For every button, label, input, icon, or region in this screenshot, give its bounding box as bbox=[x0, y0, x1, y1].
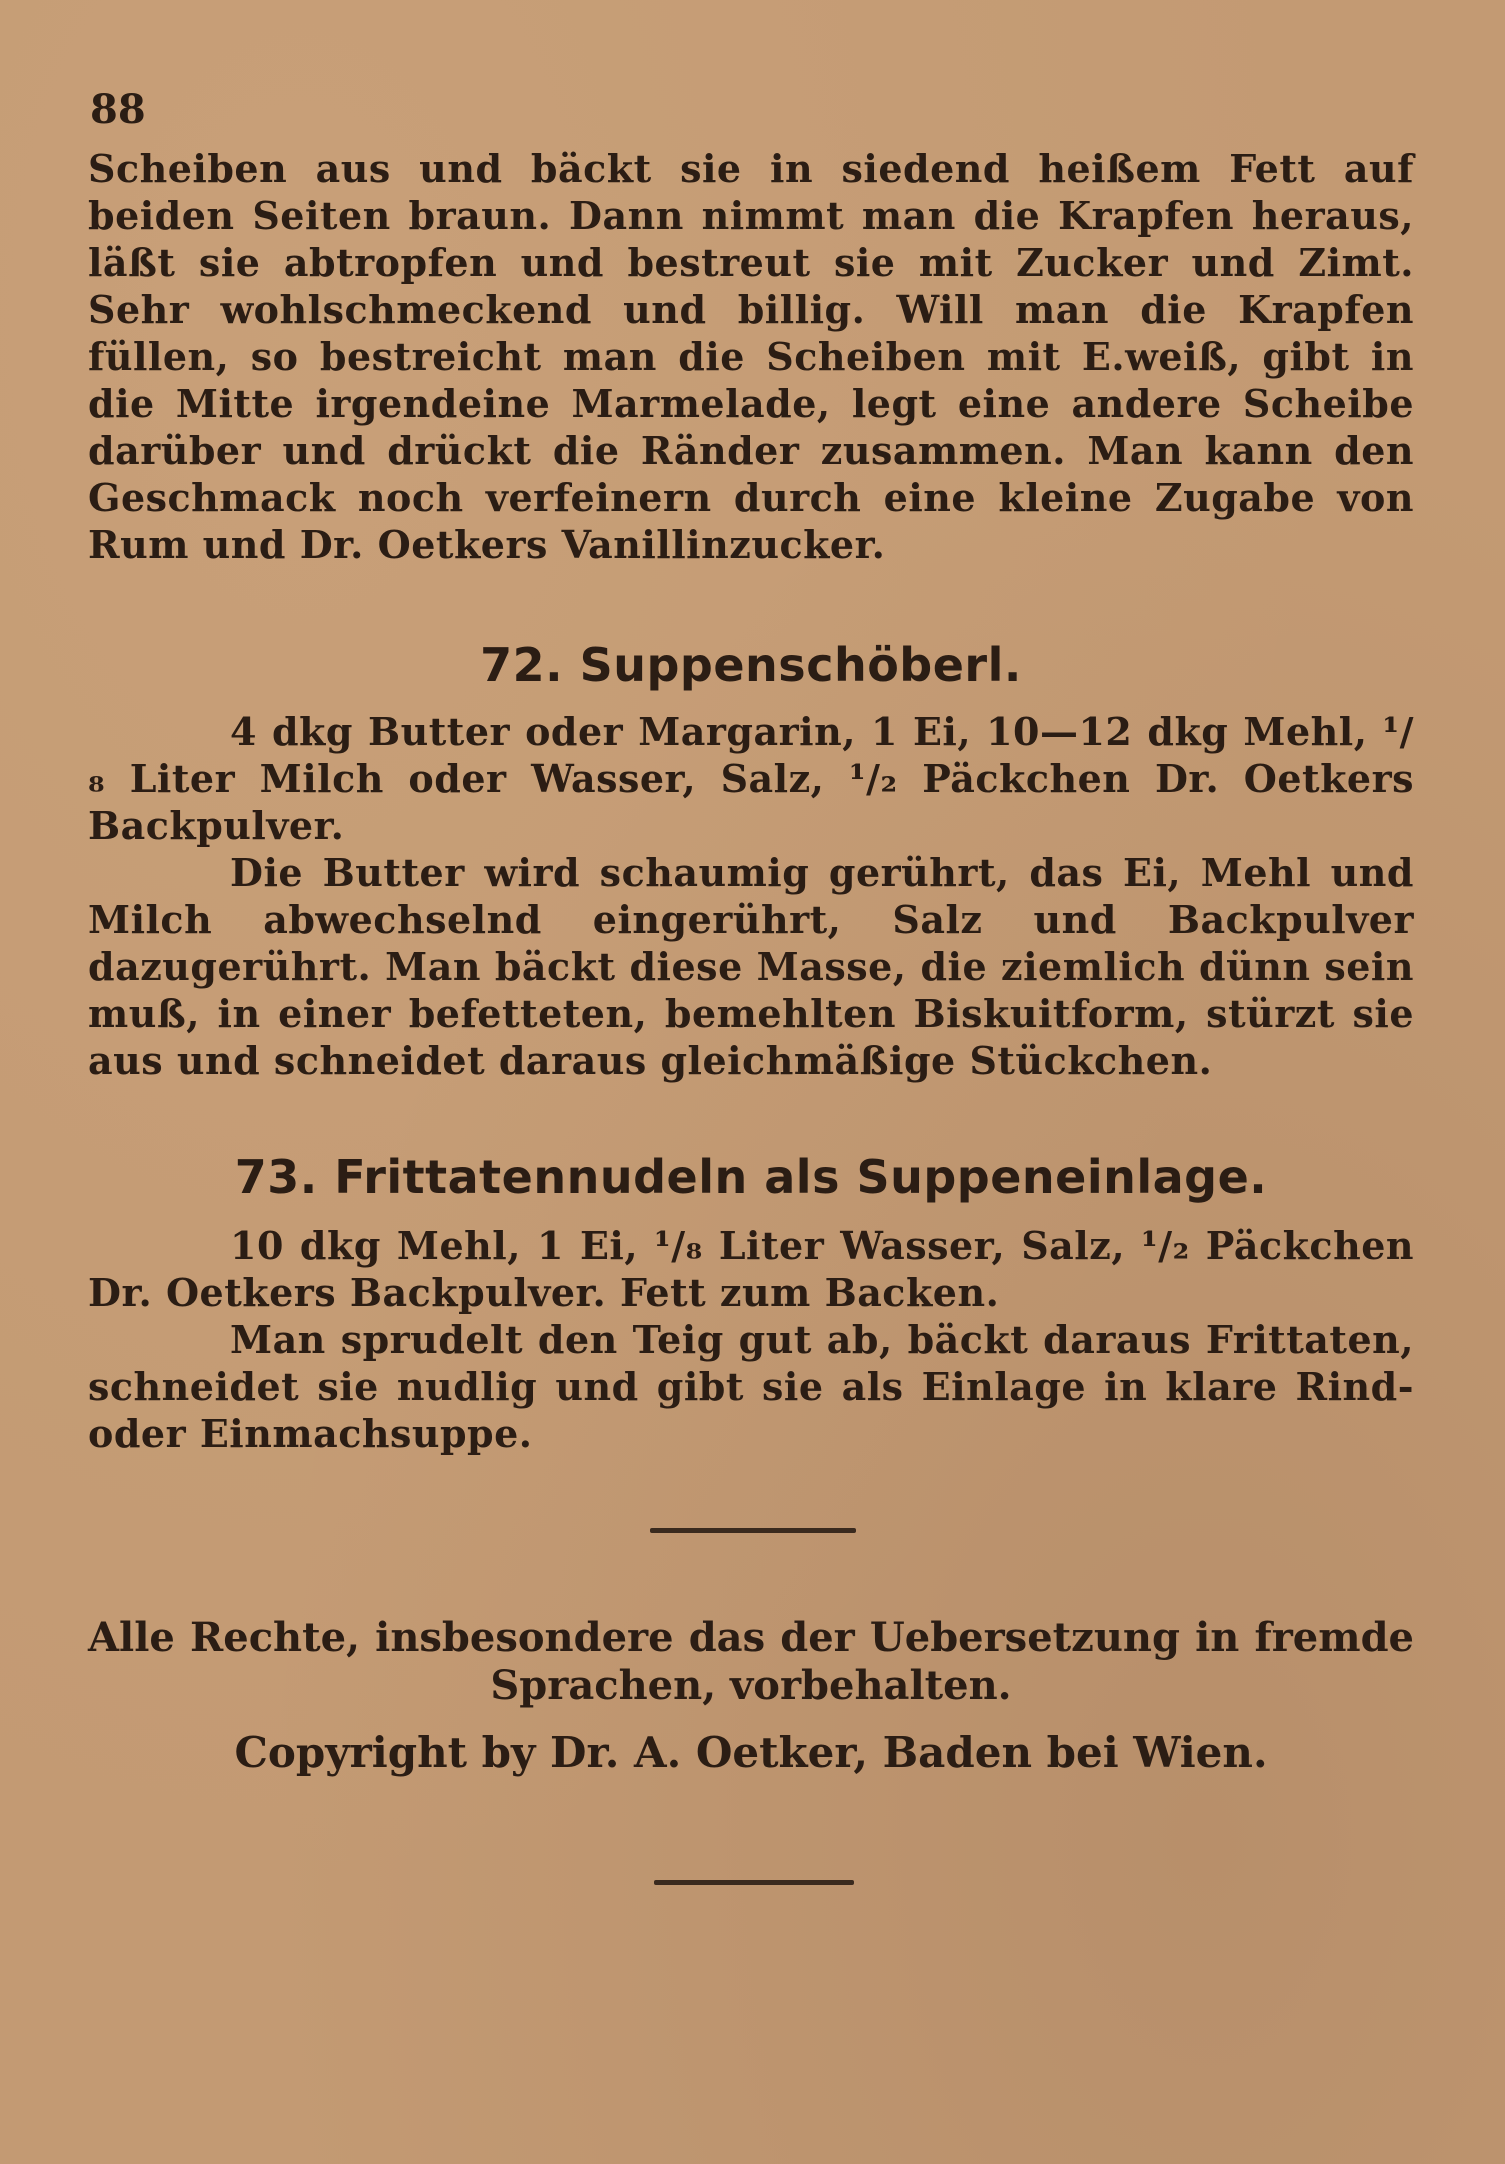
recipe-72-instructions: Die Butter wird schaumig gerührt, das Ei, Mehl und Milch abwechselnd eingerührt, Salz und Backpulver dazugerührt. Man bäckt diese Masse, die ziemlich dünn sein muß, in einer befetteten, bemehlten Biskuitform, stürzt sie aus und schneidet daraus gleichmäßige Stückchen. bbox=[88, 850, 1414, 1083]
recipe-73-body bbox=[88, 1222, 1414, 1457]
recipe-72-ingredients: 4 dkg Butter oder Margarin, 1 Ei, 10—12 dkg Mehl, ¹/₈ Liter Milch oder Wasser, Salz, ¹/₂ Päckchen Dr. Oetkers Backpulver. bbox=[88, 709, 1414, 848]
rights-line-2: Sprachen, vorbehalten. bbox=[490, 1662, 1012, 1709]
page-number: 88 bbox=[90, 86, 146, 133]
intro-paragraph: Scheiben aus und bäckt sie in siedend heißem Fett auf beiden Seiten braun. Dann nimmt man die Krapfen heraus, läßt sie abtropfen und bestreut sie mit Zucker und Zimt. Sehr wohlschmeckend und billig. Will man die Krapfen füllen, so bestreicht man die Scheiben mit E.weiß, gibt in die Mitte irgendeine Marmelade, legt eine andere Scheibe darüber und drückt die Ränder zusammen. Man kann den Geschmack noch verfeinern durch eine kleine Zugabe von Rum und Dr. Oetkers Vanillinzucker. bbox=[88, 146, 1414, 567]
recipe-72-title: 72. Suppenschöberl. bbox=[480, 638, 1022, 692]
rights-notice bbox=[88, 1614, 1414, 1710]
divider-rule-bottom bbox=[654, 1880, 854, 1885]
recipe-73-title: 73. Frittatennudeln als Suppeneinlage. bbox=[234, 1150, 1268, 1204]
recipe-73-ingredients: 10 dkg Mehl, 1 Ei, ¹/₈ Liter Wasser, Salz, ¹/₂ Päckchen Dr. Oetkers Backpulver. Fett zum Backen. bbox=[88, 1223, 1414, 1315]
rights-line-1: Alle Rechte, insbesondere das der Uebersetzung in fremde bbox=[88, 1614, 1414, 1661]
intro-paragraph-block bbox=[88, 145, 1414, 568]
recipe-73-instructions: Man sprudelt den Teig gut ab, bäckt daraus Frittaten, schneidet sie nudlig und gibt sie als Einlage in klare Rind- oder Einmachsuppe. bbox=[88, 1317, 1414, 1456]
copyright-line: Copyright by Dr. A. Oetker, Baden bei Wien. bbox=[234, 1728, 1268, 1777]
divider-rule-top bbox=[650, 1528, 856, 1533]
recipe-72-body bbox=[88, 708, 1414, 1084]
